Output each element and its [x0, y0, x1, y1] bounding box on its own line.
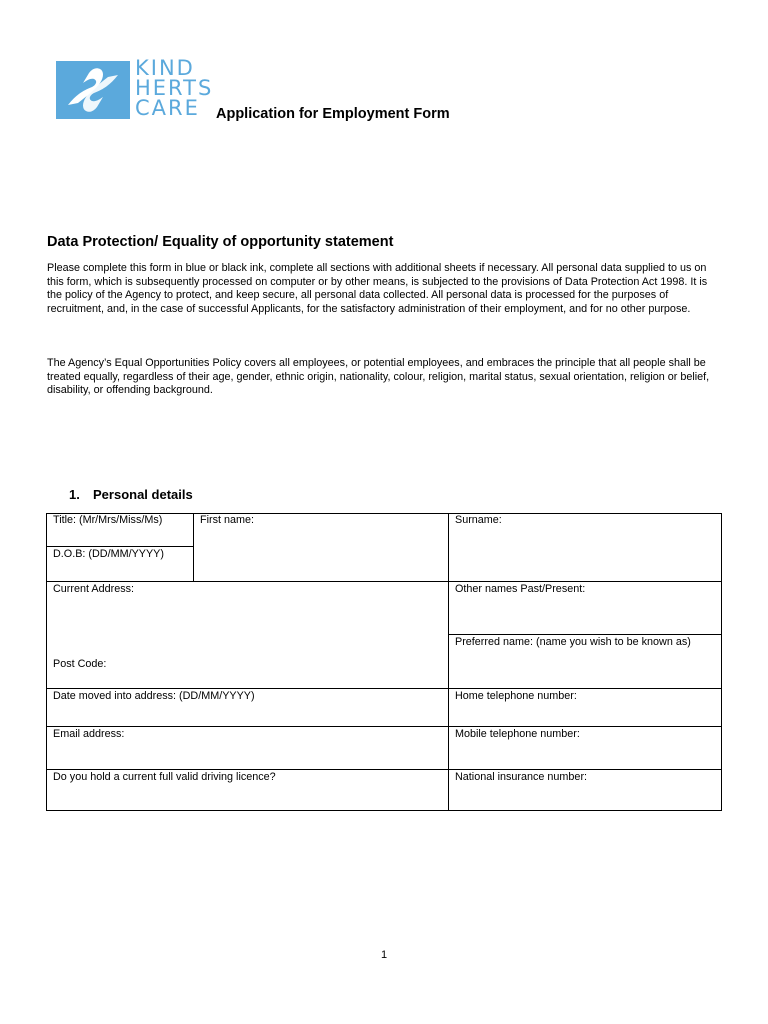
page-number: 1 — [380, 949, 388, 961]
preferred-name-field[interactable]: Preferred name: (name you wish to be known as) — [455, 636, 691, 648]
home-telephone-field[interactable]: Home telephone number: — [455, 690, 577, 702]
table-border-bottom — [46, 810, 722, 811]
post-code-field[interactable]: Post Code: — [53, 658, 107, 670]
title-field[interactable]: Title: (Mr/Mrs/Miss/Ms) — [53, 514, 163, 526]
section-number: 1. — [69, 487, 80, 502]
date-moved-field[interactable]: Date moved into address: (DD/MM/YYYY) — [53, 690, 255, 702]
equal-opportunities-paragraph: The Agency’s Equal Opportunities Policy covers all employees, or potential employees, and embraces the principle that all people shall be treated equally, regardless of their age, gender, ethnic origin, nationality, colour, religion, marital status, sexual orientation, religion or belief, disability, or offending background. — [47, 357, 710, 397]
dob-field[interactable]: D.O.B: (DD/MM/YYYY) — [53, 548, 164, 560]
logo-hands-icon — [56, 61, 130, 119]
surname-field[interactable]: Surname: — [455, 514, 502, 526]
personal-details-heading — [69, 487, 193, 502]
logo-wordmark — [135, 58, 213, 118]
logo-line-1: KIND — [135, 56, 195, 80]
table-border-right — [721, 513, 722, 811]
current-address-field[interactable]: Current Address: — [53, 583, 135, 595]
statement-heading: Data Protection/ Equality of opportunity statement — [47, 234, 394, 250]
first-name-field[interactable]: First name: — [200, 514, 254, 526]
national-insurance-field[interactable]: National insurance number: — [455, 771, 588, 783]
data-protection-paragraph: Please complete this form in blue or black ink, complete all sections with additional sheets if necessary. All personal data supplied to us on this form, which is subsequently processed on computer or by other means, is subjected to the provisions of Data Protection Act 1998. It is the policy of the Agency to protect, and keep secure, all personal data collected. All personal data is processed for the purposes of recruitment, and, in the case of successful Applicants, for the satisfactory administration of their employment, and for no other purpose. — [47, 262, 708, 315]
other-names-field[interactable]: Other names Past/Present: — [455, 583, 586, 595]
form-title: Application for Employment Form — [216, 106, 450, 122]
driving-licence-field[interactable]: Do you hold a current full valid driving licence? — [53, 771, 276, 783]
logo-line-3: CARE — [135, 96, 200, 120]
section-title: Personal details — [93, 487, 193, 502]
mobile-telephone-field[interactable]: Mobile telephone number: — [455, 728, 580, 740]
email-field[interactable]: Email address: — [53, 728, 125, 740]
logo-line-2: HERTS — [135, 76, 214, 100]
